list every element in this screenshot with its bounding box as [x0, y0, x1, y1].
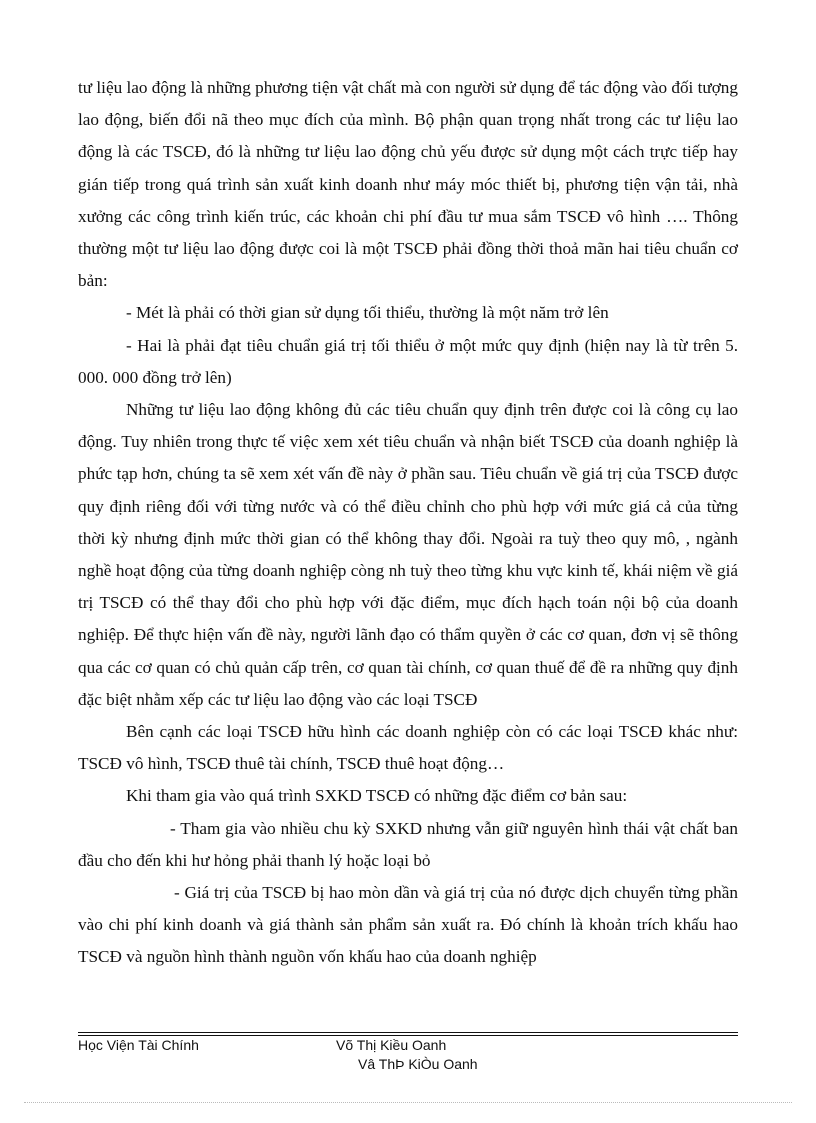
paragraph-tools: Những tư liệu lao động không đủ các tiêu chuẩn quy định trên được coi là công cụ lao động. Tuy nhiên trong thực tế việc xem xét tiêu chuẩn và nhận biết TSCĐ của doanh nghiệp là phức tạp hơn, chúng ta sẽ xem xét vấn đề này ở phần sau. Tiêu chuẩn về giá trị của TSCĐ được quy định riêng đối với từng nước và có thể điều chỉnh cho phù hợp với mức giá cả của từng thời kỳ nhưng định mức thời gian có thể không thay đổi. Ngoài ra tuỳ theo quy mô, , ngành nghề hoạt động của từng doanh nghiệp còng nh tuỳ theo từng khu vực kinh tế, khái niệm về giá trị TSCĐ có thể thay đổi cho phù hợp với đặc điểm, mục đích hạch toán nội bộ của doanh nghiệp. Để thực hiện vấn đề này, người lãnh đạo có thẩm quyền ở các cơ quan, đơn vị sẽ thông qua các cơ quan có chủ quản cấp trên, cơ quan tài chính, cơ quan thuế để đề ra những quy định đặc biệt nhằm xếp các tư liệu lao động vào các loại TSCĐ [78, 400, 738, 709]
paragraph-other-assets: Bên cạnh các loại TSCĐ hữu hình các doanh nghiệp còn có các loại TSCĐ khác như: TSCĐ vô hình, TSCĐ thuê tài chính, TSCĐ thuê hoạt động… [78, 722, 738, 774]
paragraph-features-intro: Khi tham gia vào quá trình SXKD TSCĐ có những đặc điểm cơ bản sau: [126, 786, 628, 806]
footer-author: Võ Thị Kiều Oanh [336, 1037, 447, 1053]
footer-rule-bottom [78, 1035, 738, 1036]
paragraph-intro: tư liệu lao động là những phương tiện vật chất mà con người sử dụng để tác động vào đối tượng lao động, biến đổi nã theo mục đích của mình. Bộ phận quan trọng nhất trong các tư liệu lao động là các TSCĐ, đó là những tư liệu lao động chủ yếu được sử dụng một cách trực tiếp hay gián tiếp trong quá trình sản xuất kinh doanh như máy móc thiết bị, phương tiện vận tải, nhà xưởng các công trình kiến trúc, các khoản chi phí đầu tư mua sắm TSCĐ vô hình …. Thông thường một tư liệu lao động được coi là một TSCĐ phải đồng thời thoả mãn hai tiêu chuẩn cơ bản: [78, 78, 738, 291]
body-text [78, 72, 738, 974]
page-edge-divider [24, 1102, 792, 1103]
paragraph-feature-1: - Tham gia vào nhiều chu kỳ SXKD nhưng vẫn giữ nguyên hình thái vật chất ban đầu cho đến khi hư hỏng phải thanh lý hoặc loại bỏ [78, 818, 738, 870]
paragraph-criterion-1: - Mét là phải có thời gian sử dụng tối thiểu, thường là một năm trở lên [126, 303, 609, 323]
paragraph-criterion-2: - Hai là phải đạt tiêu chuẩn giá trị tối thiểu ở một mức quy định (hiện nay là từ trên 5. 000. 000 đồng trở lên) [78, 335, 738, 387]
paragraph-feature-2: - Giá trị của TSCĐ bị hao mòn dần và giá trị của nó được dịch chuyển từng phần vào chi phí kinh doanh và giá thành sản phẩm sản xuất ra. Đó chính là khoản trích khấu hao TSCĐ và nguồn hình thành nguồn vốn khấu hao của doanh nghiệp [78, 883, 738, 967]
footer-institution: Học Viện Tài Chính [78, 1037, 199, 1053]
footer-author-garbled: Vâ ThÞ KiÒu Oanh [358, 1056, 478, 1072]
footer-rule-top [78, 1032, 738, 1033]
